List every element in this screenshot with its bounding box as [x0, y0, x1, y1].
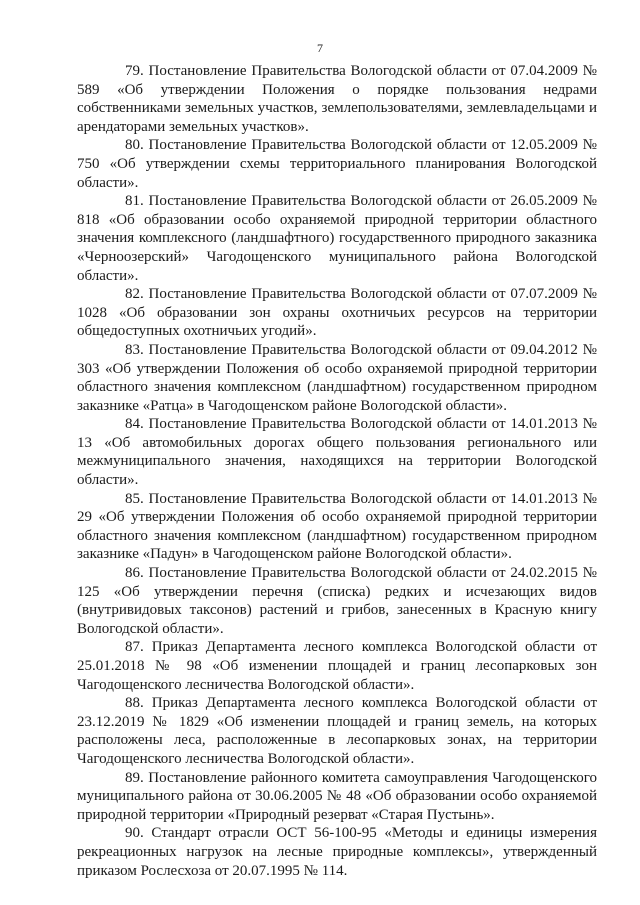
list-item-80: 80. Постановление Правительства Вологодской области от 12.05.2009 № 750 «Об утверждении схемы территориального планирования Вологодской области».: [77, 137, 597, 191]
list-item-81: 81. Постановление Правительства Вологодской области от 26.05.2009 № 818 «Об образовании особо охраняемой природной территории областного значения комплексного (ландшафтного) государственного природного заказника «Черноозерский» Чагодощенского муниципального района Вологодской области».: [77, 193, 597, 284]
list-item-79: 79. Постановление Правительства Вологодской области от 07.04.2009 № 589 «Об утверждении Положения о порядке пользования недрами собственниками земельных участков, землепользователями, землевладельцами и арендаторами земельных участков».: [77, 63, 597, 135]
list-item-89: 89. Постановление районного комитета самоуправления Чагодощенского муниципального района от 30.06.2005 № 48 «Об образовании особо охраняемой природной территории «Природный резерват «Старая Пустынь».: [77, 769, 597, 823]
document-body: [77, 62, 597, 880]
list-item-88: 88. Приказ Департамента лесного комплекса Вологодской области от 23.12.2019 № 1829 «Об изменении площадей и границ земель, на которых расположены леса, расположенные в лесопарковых зонах, на территории Чагодощенского лесничества Вологодской области».: [77, 695, 597, 767]
list-item-83: 83. Постановление Правительства Вологодской области от 09.04.2012 № 303 «Об утверждении Положения об особо охраняемой природной территории областного значения комплексном (ландшафтном) государственном природном заказнике «Ратца» в Чагодощенском районе Вологодской области».: [77, 341, 597, 414]
list-item-90: 90. Стандарт отрасли ОСТ 56-100-95 «Методы и единицы измерения рекреационных нагрузок на лесные природные комплексы», утвержденный приказом Рослесхоза от 20.07.1995 № 114.: [77, 825, 597, 879]
list-item-84: 84. Постановление Правительства Вологодской области от 14.01.2013 № 13 «Об автомобильных дорогах общего пользования регионального или межмуниципального значения, находящихся на территории Вологодской области».: [77, 416, 597, 489]
list-item-85: 85. Постановление Правительства Вологодской области от 14.01.2013 № 29 «Об утверждении Положения об особо охраняемой природной территории областного значения комплексном (ландшафтном) государственном природном заказнике «Падун» в Чагодощенском районе Вологодской области».: [77, 490, 597, 563]
list-item-86: 86. Постановление Правительства Вологодской области от 24.02.2015 № 125 «Об утверждении перечня (списка) редких и исчезающих видов (внутривидовых таксонов) растений и грибов, занесенных в Красную книгу Вологодской области».: [77, 565, 597, 637]
page-number: 7: [317, 41, 323, 55]
list-item-87: 87. Приказ Департамента лесного комплекса Вологодской области от 25.01.2018 № 98 «Об изменении площадей и границ лесопарковых зон Чагодощенского лесничества Вологодской области».: [77, 639, 597, 693]
list-item-82: 82. Постановление Правительства Вологодской области от 07.07.2009 № 1028 «Об образовании зон охраны охотничьих ресурсов на территории общедоступных охотничьих угодий».: [77, 286, 597, 340]
